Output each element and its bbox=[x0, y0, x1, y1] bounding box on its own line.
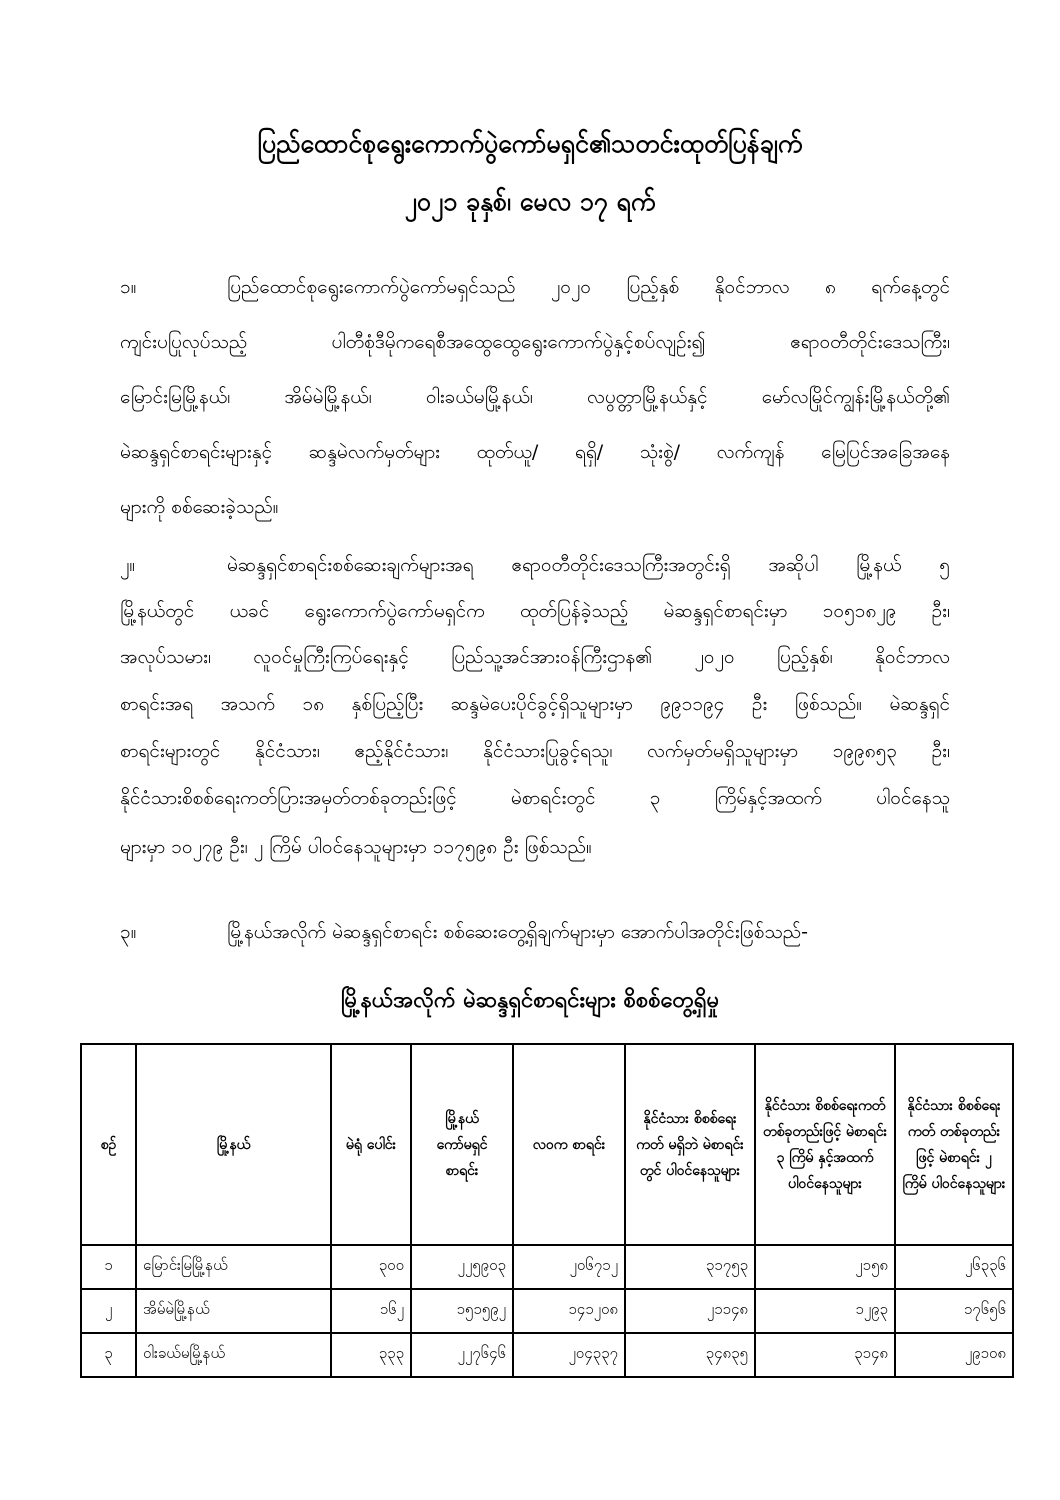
cell-polling-stations: ၃၃၃ bbox=[331, 1333, 411, 1377]
paragraph-line: မြောင်းမြမြို့နယ်၊ အိမ်မဲမြို့နယ်၊ ဝါးခယ်မမြို့နယ်၊ လပွတ္တာမြို့နယ်နှင့် မော်လမြိုင်ကျွန်းမြို့နယ်တို့၏ bbox=[120, 386, 950, 408]
cell-two-times: ၂၆၃၃၆ bbox=[895, 1245, 1013, 1289]
header-township: မြို့နယ် bbox=[136, 1044, 331, 1245]
paragraph-number: ၃။ bbox=[120, 921, 137, 943]
cell-no-card: ၃၁၇၅၃ bbox=[625, 1245, 755, 1289]
cell-no-card: ၃၄၈၃၅ bbox=[625, 1333, 755, 1377]
header-two-times: နိုင်ငံသား စိစစ်ရေးကတ် တစ်ခုတည်းဖြင့် မဲစာရင်း ၂ ကြိမ် ပါဝင်နေသူများ bbox=[895, 1044, 1013, 1245]
paragraph-line: များကို စစ်ဆေးခဲ့သည်။ bbox=[120, 496, 279, 518]
cell-two-times: ၂၉၁၀၈ bbox=[895, 1333, 1013, 1377]
cell-commission-list: ၂၂၅၉၀၃ bbox=[411, 1245, 513, 1289]
header-commission-list: မြို့နယ် ကော်မရှင် စာရင်း bbox=[411, 1044, 513, 1245]
paragraph-line: မဲဆန္ဒရှင်စာရင်းများနှင့် ဆန္ဒမဲလက်မှတ်များ ထုတ်ယူ/ ရရှိ/ သုံးစွဲ/ လက်ကျန် မြေပြင်အခြေအနေ bbox=[120, 441, 950, 463]
header-immigration-list: လဝက စာရင်း bbox=[513, 1044, 625, 1245]
cell-commission-list: ၁၅၁၅၉၂ bbox=[411, 1289, 513, 1333]
document-title: ပြည်ထောင်စုရွေးကောက်ပွဲကော်မရှင်၏သတင်းထုတ်ပြန်ချက် bbox=[257, 129, 803, 158]
cell-township: အိမ်မဲမြို့နယ် bbox=[136, 1289, 331, 1333]
document-date: ၂၀၂၁ ခုနှစ်၊ မေလ ၁၇ ရက် bbox=[404, 187, 656, 216]
paragraph-number: ၂။ bbox=[120, 554, 136, 576]
cell-commission-list: ၂၂၇၆၄၆ bbox=[411, 1333, 513, 1377]
paragraph-line: စာရင်းအရ အသက် ၁၈ နှစ်ပြည့်ပြီး ဆန္ဒမဲပေးပိုင်ခွင့်ရှိသူများမှာ ၉၉၁၁၉၄ ဦး ဖြစ်သည်။ မဲဆန္ဒရှင် bbox=[120, 693, 950, 715]
cell-no-card: ၂၁၁၄၈ bbox=[625, 1289, 755, 1333]
cell-township: မြောင်းမြမြို့နယ် bbox=[136, 1245, 331, 1289]
paragraph-line: ကျင်းပပြုလုပ်သည့် ပါတီစုံဒီမိုကရေစီအထွေထွေရွေးကောက်ပွဲနှင့်စပ်လျဉ်း၍ ဧရာဝတီတိုင်းဒေသကြီး၊ bbox=[120, 331, 950, 353]
table-row bbox=[81, 1245, 1013, 1289]
township-voter-table bbox=[80, 1043, 1014, 1378]
cell-serial: ၁ bbox=[81, 1245, 136, 1289]
paragraph-line: မဲဆန္ဒရှင်စာရင်းစစ်ဆေးချက်များအရ ဧရာဝတီတိုင်းဒေသကြီးအတွင်းရှိ အဆိုပါ မြို့နယ် ၅ bbox=[227, 554, 950, 576]
cell-serial: ၃ bbox=[81, 1333, 136, 1377]
paragraph-line: နိုင်ငံသားစိစစ်ရေးကတ်ပြားအမှတ်တစ်ခုတည်းဖြင့် မဲစာရင်းတွင် ၃ ကြိမ်နှင့်အထက် ပါဝင်နေသူ bbox=[120, 787, 950, 809]
paragraph-line: မြို့နယ်တွင် ယခင် ရွေးကောက်ပွဲကော်မရှင်က ထုတ်ပြန်ခဲ့သည့် မဲဆန္ဒရှင်စာရင်းမှာ ၁၀၅၁၈၂၉ ဦး၊ bbox=[120, 600, 950, 622]
table-row bbox=[81, 1333, 1013, 1377]
cell-three-times: ၁၂၉၃ bbox=[755, 1289, 895, 1333]
paragraph-line: အလုပ်သမား၊ လူဝင်မှုကြီးကြပ်ရေးနှင့် ပြည်သူ့အင်အားဝန်ကြီးဌာန၏ ၂၀၂၀ ပြည့်နှစ်၊ နိုဝင်ဘာလ bbox=[120, 646, 950, 668]
table-row bbox=[81, 1289, 1013, 1333]
header-no-card: နိုင်ငံသား စိစစ်ရေးကတ် မရှိဘဲ မဲစာရင်းတွင် ပါဝင်နေသူများ bbox=[625, 1044, 755, 1245]
cell-polling-stations: ၃၀၀ bbox=[331, 1245, 411, 1289]
paragraph-line: မြို့နယ်အလိုက် မဲဆန္ဒရှင်စာရင်း စစ်ဆေးတွေ့ရှိချက်များမှာ အောက်ပါအတိုင်းဖြစ်သည်- bbox=[227, 921, 808, 943]
paragraph-line: စာရင်းများတွင် နိုင်ငံသား၊ ဧည့်နိုင်ငံသား၊ နိုင်ငံသားပြုခွင့်ရသူ၊ လက်မှတ်မရှိသူများမှာ ၁၉၉၈၅၃ ဦး၊ bbox=[120, 740, 950, 762]
cell-polling-stations: ၁၆၂ bbox=[331, 1289, 411, 1333]
cell-three-times: ၃၁၄၈ bbox=[755, 1333, 895, 1377]
header-polling-stations: မဲရုံ ပေါင်း bbox=[331, 1044, 411, 1245]
cell-two-times: ၁၇၆၅၆ bbox=[895, 1289, 1013, 1333]
table-title: မြို့နယ်အလိုက် မဲဆန္ဒရှင်စာရင်းများ စိစစ်တွေ့ရှိမှု bbox=[340, 988, 720, 1013]
paragraph-line: ပြည်ထောင်စုရွေးကောက်ပွဲကော်မရှင်သည် ၂၀၂၀ ပြည့်နှစ် နိုဝင်ဘာလ ၈ ရက်နေ့တွင် bbox=[227, 276, 950, 298]
cell-immigration-list: ၂၀၄၃၃၇ bbox=[513, 1333, 625, 1377]
header-three-times: နိုင်ငံသား စိစစ်ရေးကတ် တစ်ခုတည်းဖြင့် မဲစာရင်း ၃ ကြိမ် နှင့်အထက် ပါဝင်နေသူများ bbox=[755, 1044, 895, 1245]
cell-township: ဝါးခယ်မမြို့နယ် bbox=[136, 1333, 331, 1377]
table-header-row bbox=[81, 1044, 1013, 1245]
cell-serial: ၂ bbox=[81, 1289, 136, 1333]
header-serial: စဉ် bbox=[81, 1044, 136, 1245]
cell-immigration-list: ၂၀၆၇၁၂ bbox=[513, 1245, 625, 1289]
cell-immigration-list: ၁၄၁၂၀၈ bbox=[513, 1289, 625, 1333]
paragraph-line: များမှာ ၁၀၂၇၉ ဦး၊ ၂ ကြိမ် ပါဝင်နေသူများမှာ ၁၁၇၅၉၈ ဦး ဖြစ်သည်။ bbox=[120, 836, 592, 858]
paragraph-number: ၁။ bbox=[120, 276, 137, 298]
cell-three-times: ၂၁၅၈ bbox=[755, 1245, 895, 1289]
